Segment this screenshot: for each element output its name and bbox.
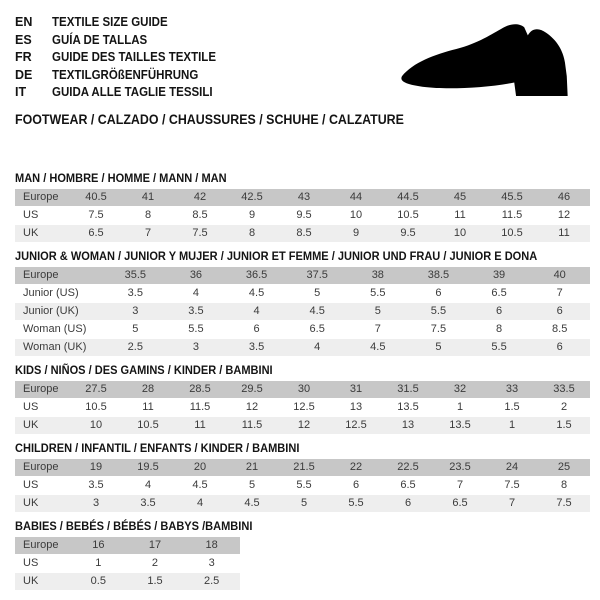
size-value-cell: 36.5 bbox=[226, 267, 287, 285]
row-label-cell: Europe bbox=[15, 381, 70, 399]
size-value-cell: 4 bbox=[174, 495, 226, 513]
size-value-cell: 40.5 bbox=[70, 189, 122, 207]
size-value-cell: 27.5 bbox=[70, 381, 122, 399]
size-value-cell: 7 bbox=[529, 285, 590, 303]
row-label-cell: UK bbox=[15, 573, 70, 591]
size-value-cell: 6.5 bbox=[469, 285, 530, 303]
size-value-cell: 11 bbox=[538, 225, 590, 243]
size-value-cell: 7.5 bbox=[408, 321, 469, 339]
size-section bbox=[15, 520, 590, 591]
size-value-cell: 20 bbox=[174, 459, 226, 477]
size-value-cell: 3 bbox=[166, 339, 227, 357]
size-value-cell: 44.5 bbox=[382, 189, 434, 207]
size-value-cell: 4 bbox=[122, 477, 174, 495]
table-row bbox=[15, 495, 590, 513]
size-value-cell: 11.5 bbox=[226, 417, 278, 435]
size-value-cell: 7.5 bbox=[174, 225, 226, 243]
row-label-cell: US bbox=[15, 555, 70, 573]
row-label-cell: Europe bbox=[15, 459, 70, 477]
size-value-cell: 43 bbox=[278, 189, 330, 207]
size-value-cell: 22.5 bbox=[382, 459, 434, 477]
table-row bbox=[15, 225, 590, 243]
table-row bbox=[15, 303, 590, 321]
row-label-cell: UK bbox=[15, 225, 70, 243]
category-title: FOOTWEAR / CALZADO / CHAUSSURES / SCHUHE / CALZATURE bbox=[15, 111, 404, 127]
size-value-cell: 7.5 bbox=[538, 495, 590, 513]
table-row bbox=[15, 267, 590, 285]
size-value-cell: 10 bbox=[70, 417, 122, 435]
size-value-cell: 3.5 bbox=[122, 495, 174, 513]
table-row bbox=[15, 459, 590, 477]
size-value-cell: 7 bbox=[434, 477, 486, 495]
size-value-cell: 37.5 bbox=[287, 267, 348, 285]
section-title: MAN / HOMBRE / HOMME / MANN / MAN bbox=[15, 170, 227, 185]
size-value-cell: 13.5 bbox=[434, 417, 486, 435]
size-value-cell: 12.5 bbox=[278, 399, 330, 417]
size-value-cell: 42 bbox=[174, 189, 226, 207]
size-value-cell: 10.5 bbox=[382, 207, 434, 225]
size-value-cell: 6 bbox=[408, 285, 469, 303]
size-table bbox=[15, 267, 590, 357]
table-row bbox=[15, 477, 590, 495]
size-value-cell: 3.5 bbox=[226, 339, 287, 357]
row-label-cell: Junior (US) bbox=[15, 285, 105, 303]
size-value-cell: 11.5 bbox=[486, 207, 538, 225]
row-label-cell: Woman (UK) bbox=[15, 339, 105, 357]
size-value-cell: 8 bbox=[226, 225, 278, 243]
size-value-cell: 11 bbox=[434, 207, 486, 225]
section-title: KIDS / NIÑOS / DES GAMINS / KINDER / BAMBINI bbox=[15, 362, 273, 377]
size-value-cell: 22 bbox=[330, 459, 382, 477]
size-value-cell: 5.5 bbox=[278, 477, 330, 495]
size-value-cell: 10.5 bbox=[122, 417, 174, 435]
size-value-cell: 4 bbox=[166, 285, 227, 303]
table-row bbox=[15, 207, 590, 225]
size-value-cell: 24 bbox=[486, 459, 538, 477]
size-value-cell: 12 bbox=[278, 417, 330, 435]
size-value-cell: 5 bbox=[348, 303, 409, 321]
size-value-cell: 10 bbox=[330, 207, 382, 225]
language-code: FR bbox=[15, 50, 32, 64]
size-value-cell: 4.5 bbox=[226, 495, 278, 513]
size-value-cell: 12 bbox=[538, 207, 590, 225]
size-value-cell: 5.5 bbox=[330, 495, 382, 513]
size-value-cell: 41 bbox=[122, 189, 174, 207]
size-value-cell: 36 bbox=[166, 267, 227, 285]
table-row bbox=[15, 189, 590, 207]
table-row bbox=[15, 537, 240, 555]
size-value-cell: 45.5 bbox=[486, 189, 538, 207]
size-value-cell: 17 bbox=[127, 537, 184, 555]
row-label-cell: Woman (US) bbox=[15, 321, 105, 339]
size-value-cell: 2.5 bbox=[105, 339, 166, 357]
size-value-cell: 38.5 bbox=[408, 267, 469, 285]
size-value-cell: 21.5 bbox=[278, 459, 330, 477]
size-section bbox=[15, 364, 590, 435]
row-label-cell: Europe bbox=[15, 537, 70, 555]
size-value-cell: 42.5 bbox=[226, 189, 278, 207]
table-row bbox=[15, 399, 590, 417]
size-value-cell: 8.5 bbox=[278, 225, 330, 243]
size-value-cell: 5 bbox=[278, 495, 330, 513]
table-row bbox=[15, 321, 590, 339]
size-value-cell: 6.5 bbox=[70, 225, 122, 243]
row-label-cell: UK bbox=[15, 495, 70, 513]
size-value-cell: 31 bbox=[330, 381, 382, 399]
size-value-cell: 28 bbox=[122, 381, 174, 399]
size-value-cell: 5 bbox=[287, 285, 348, 303]
table-row bbox=[15, 381, 590, 399]
size-value-cell: 2.5 bbox=[183, 573, 240, 591]
size-tables bbox=[15, 172, 590, 591]
size-value-cell: 8 bbox=[122, 207, 174, 225]
size-table bbox=[15, 189, 590, 243]
size-value-cell: 5.5 bbox=[166, 321, 227, 339]
size-value-cell: 5.5 bbox=[348, 285, 409, 303]
size-value-cell: 12.5 bbox=[330, 417, 382, 435]
size-value-cell: 44 bbox=[330, 189, 382, 207]
size-value-cell: 1 bbox=[70, 555, 127, 573]
size-value-cell: 23.5 bbox=[434, 459, 486, 477]
size-value-cell: 21 bbox=[226, 459, 278, 477]
size-value-cell: 1 bbox=[434, 399, 486, 417]
size-value-cell: 3.5 bbox=[70, 477, 122, 495]
size-value-cell: 6 bbox=[226, 321, 287, 339]
size-value-cell: 3 bbox=[70, 495, 122, 513]
size-value-cell: 6 bbox=[382, 495, 434, 513]
size-value-cell: 5 bbox=[105, 321, 166, 339]
language-code: ES bbox=[15, 32, 32, 47]
size-value-cell: 3 bbox=[183, 555, 240, 573]
size-value-cell: 9 bbox=[226, 207, 278, 225]
size-value-cell: 13 bbox=[382, 417, 434, 435]
size-value-cell: 30 bbox=[278, 381, 330, 399]
size-value-cell: 4.5 bbox=[287, 303, 348, 321]
language-code: IT bbox=[15, 85, 27, 99]
row-label-cell: US bbox=[15, 399, 70, 417]
size-value-cell: 11 bbox=[174, 417, 226, 435]
size-value-cell: 18 bbox=[183, 537, 240, 555]
row-label-cell: US bbox=[15, 477, 70, 495]
size-value-cell: 1 bbox=[486, 417, 538, 435]
size-value-cell: 9 bbox=[330, 225, 382, 243]
table-row bbox=[15, 339, 590, 357]
row-label-cell: UK bbox=[15, 417, 70, 435]
size-value-cell: 6.5 bbox=[382, 477, 434, 495]
size-value-cell: 38 bbox=[348, 267, 409, 285]
size-value-cell: 5.5 bbox=[469, 339, 530, 357]
size-value-cell: 1.5 bbox=[127, 573, 184, 591]
size-value-cell: 0.5 bbox=[70, 573, 127, 591]
size-value-cell: 5.5 bbox=[408, 303, 469, 321]
size-value-cell: 33.5 bbox=[538, 381, 590, 399]
size-value-cell: 13 bbox=[330, 399, 382, 417]
size-value-cell: 3 bbox=[105, 303, 166, 321]
size-value-cell: 5 bbox=[408, 339, 469, 357]
size-value-cell: 6 bbox=[330, 477, 382, 495]
size-value-cell: 4.5 bbox=[348, 339, 409, 357]
size-value-cell: 31.5 bbox=[382, 381, 434, 399]
size-value-cell: 12 bbox=[226, 399, 278, 417]
row-label-cell: US bbox=[15, 207, 70, 225]
size-value-cell: 8.5 bbox=[529, 321, 590, 339]
size-value-cell: 11.5 bbox=[174, 399, 226, 417]
section-title: CHILDREN / INFANTIL / ENFANTS / KINDER / BAMBINI bbox=[15, 440, 300, 455]
size-table bbox=[15, 537, 240, 591]
table-row bbox=[15, 555, 240, 573]
size-value-cell: 7 bbox=[348, 321, 409, 339]
size-value-cell: 7 bbox=[122, 225, 174, 243]
size-value-cell: 7.5 bbox=[70, 207, 122, 225]
size-value-cell: 45 bbox=[434, 189, 486, 207]
size-value-cell: 6.5 bbox=[434, 495, 486, 513]
size-value-cell: 5 bbox=[226, 477, 278, 495]
size-value-cell: 33 bbox=[486, 381, 538, 399]
table-row bbox=[15, 417, 590, 435]
size-value-cell: 2 bbox=[538, 399, 590, 417]
size-value-cell: 39 bbox=[469, 267, 530, 285]
size-value-cell: 7 bbox=[486, 495, 538, 513]
size-value-cell: 4.5 bbox=[226, 285, 287, 303]
size-value-cell: 6.5 bbox=[287, 321, 348, 339]
size-value-cell: 13.5 bbox=[382, 399, 434, 417]
size-value-cell: 46 bbox=[538, 189, 590, 207]
size-value-cell: 4.5 bbox=[174, 477, 226, 495]
section-title: JUNIOR & WOMAN / JUNIOR Y MUJER / JUNIOR ET FEMME / JUNIOR UND FRAU / JUNIOR E DONA bbox=[15, 248, 538, 263]
size-value-cell: 10.5 bbox=[486, 225, 538, 243]
language-label: TEXTILE SIZE GUIDE bbox=[52, 15, 168, 29]
size-value-cell: 10 bbox=[434, 225, 486, 243]
size-value-cell: 10.5 bbox=[70, 399, 122, 417]
section-title: BABIES / BEBÉS / BÉBÉS / BABYS /BAMBINI bbox=[15, 518, 253, 533]
size-section bbox=[15, 442, 590, 513]
size-value-cell: 11 bbox=[122, 399, 174, 417]
size-value-cell: 40 bbox=[529, 267, 590, 285]
size-value-cell: 9.5 bbox=[278, 207, 330, 225]
row-label-cell: Junior (UK) bbox=[15, 303, 105, 321]
size-value-cell: 3.5 bbox=[166, 303, 227, 321]
table-row bbox=[15, 285, 590, 303]
size-table bbox=[15, 459, 590, 513]
size-value-cell: 6 bbox=[529, 339, 590, 357]
size-value-cell: 3.5 bbox=[105, 285, 166, 303]
language-code: DE bbox=[15, 67, 33, 82]
size-value-cell: 35.5 bbox=[105, 267, 166, 285]
size-value-cell: 28.5 bbox=[174, 381, 226, 399]
size-value-cell: 9.5 bbox=[382, 225, 434, 243]
size-table bbox=[15, 381, 590, 435]
table-row bbox=[15, 573, 240, 591]
language-label: GUIDE DES TAILLES TEXTILE bbox=[52, 50, 217, 64]
size-value-cell: 16 bbox=[70, 537, 127, 555]
size-value-cell: 2 bbox=[127, 555, 184, 573]
size-value-cell: 25 bbox=[538, 459, 590, 477]
size-value-cell: 29.5 bbox=[226, 381, 278, 399]
size-value-cell: 1.5 bbox=[538, 417, 590, 435]
row-label-cell: Europe bbox=[15, 189, 70, 207]
dress-shoe-icon bbox=[390, 20, 586, 106]
language-label: GUÍA DE TALLAS bbox=[52, 32, 148, 47]
size-section bbox=[15, 250, 590, 357]
size-value-cell: 8 bbox=[538, 477, 590, 495]
size-value-cell: 4 bbox=[287, 339, 348, 357]
language-code: EN bbox=[15, 15, 33, 29]
size-value-cell: 8.5 bbox=[174, 207, 226, 225]
size-section bbox=[15, 172, 590, 243]
size-value-cell: 6 bbox=[469, 303, 530, 321]
size-value-cell: 32 bbox=[434, 381, 486, 399]
size-value-cell: 8 bbox=[469, 321, 530, 339]
size-value-cell: 4 bbox=[226, 303, 287, 321]
size-value-cell: 1.5 bbox=[486, 399, 538, 417]
language-label: GUIDA ALLE TAGLIE TESSILI bbox=[52, 85, 213, 99]
size-value-cell: 7.5 bbox=[486, 477, 538, 495]
size-value-cell: 6 bbox=[529, 303, 590, 321]
size-value-cell: 19.5 bbox=[122, 459, 174, 477]
language-label: TEXTILGRÖßENFÜHRUNG bbox=[52, 67, 199, 82]
row-label-cell: Europe bbox=[15, 267, 105, 285]
size-value-cell: 19 bbox=[70, 459, 122, 477]
